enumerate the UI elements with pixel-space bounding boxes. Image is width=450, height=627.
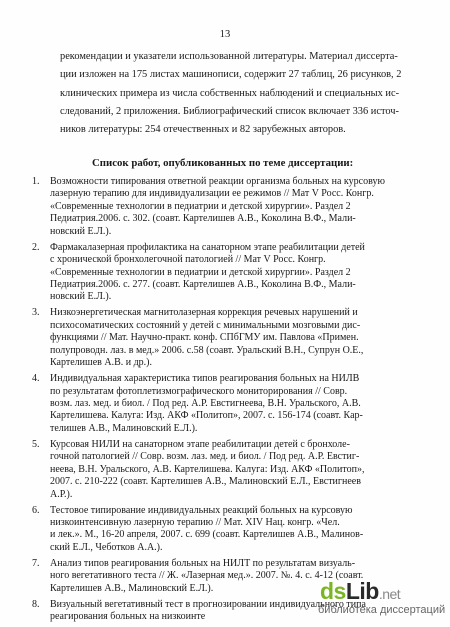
dslib-watermark bbox=[318, 578, 448, 618]
publication-number: 4. bbox=[32, 373, 40, 385]
publication-line: Педиатрия.2006. с. 302. (соавт. Картелишев А.В., Коколина В.Ф., Мали- bbox=[50, 213, 356, 225]
page-number: 13 bbox=[219, 29, 231, 40]
publication-line: полупроводн. лаз. в мед.» 2006. с.58 (соавт. Уральский В.Н., Супрун О.Е., bbox=[50, 344, 364, 356]
publication-line: 2007. с. 210-222 (соавт. Картелишев А.В., Малиновский Е.Л., Евстигнеев bbox=[50, 476, 361, 488]
publication-line: и лек.». М., 16-20 апреля, 2007. с. 699 (соавт. Картелишев А.В., Малинов- bbox=[50, 529, 364, 541]
publication-line: ский Е.Л., Чеботков А.А.). bbox=[50, 541, 163, 553]
publication-item bbox=[32, 505, 422, 555]
publication-line: Картелишев А.В. и др.). bbox=[50, 357, 153, 369]
publication-line: гочной патологией // Совр. возм. лаз. мед. и биол. / Под ред. А.Р. Евстиг- bbox=[50, 451, 360, 463]
publication-line: психосоматических состояний у детей с минимальными мозговыми дис- bbox=[50, 319, 361, 331]
publication-line: Низкоэнергетическая магнитолазерная коррекция речевых нарушений и bbox=[50, 307, 358, 319]
publication-line: неева, В.Н. Уральского, А.В. Картелишева. Калуга: Изд. АКФ «Политоп», bbox=[50, 463, 365, 475]
publication-line: Фармакалазерная профилактика на санаторном этапе реабилитации детей bbox=[50, 241, 365, 253]
intro-line: рекомендации и указатели использованной литературы. Материал диссерта- bbox=[60, 51, 398, 62]
intro-paragraph bbox=[60, 48, 428, 139]
publication-item bbox=[32, 307, 422, 369]
publication-line: по результатам фотоплетизмографического мониторирования // Совр. bbox=[50, 385, 348, 397]
publication-item bbox=[32, 373, 422, 435]
publication-line: новский Е.Л.). bbox=[50, 225, 112, 237]
publication-line: Тестовое типирование индивидуальных реакций больных на курсовую bbox=[50, 504, 353, 516]
publication-number: 1. bbox=[32, 176, 40, 187]
publication-line: Возможности типирования ответной реакции организма больных на курсовую bbox=[50, 176, 385, 187]
publication-number: 2. bbox=[32, 241, 40, 253]
publication-line: Педиатрия.2006. с. 277. (соавт. Картелишев А.В., Коколина В.Ф., Мали- bbox=[50, 278, 356, 290]
publication-number: 6. bbox=[32, 504, 40, 516]
publication-line: Картелишев А.В., Малиновский Е.Л.). bbox=[50, 582, 214, 594]
publication-line: лазерную терапию для индивидуализации ее режимов // Мат V Росс. Конгр. bbox=[50, 188, 374, 200]
publication-number: 3. bbox=[32, 307, 40, 319]
intro-line: ников литературы: 254 отечественных и 82 зарубежных авторов. bbox=[60, 124, 346, 136]
publication-line: с хронической бронхолегочной патологией // Мат V Росс. Конгр. bbox=[50, 254, 326, 266]
publication-item bbox=[32, 176, 422, 238]
intro-line: клинических примера из числа собственных наблюдений и специальных ис- bbox=[60, 87, 400, 99]
intro-line: следований, 2 приложения. Библиографический список включает 336 источ- bbox=[60, 105, 399, 117]
publication-line: новский Е.Л.). bbox=[50, 291, 112, 303]
publication-line: Визуальный вегетативный тест в прогнозировании индивидуального типа bbox=[50, 598, 366, 610]
publications-heading: Список работ, опубликованных по теме диссертации: bbox=[92, 157, 354, 169]
publication-line: низкоинтенсивную лазерную терапию // Мат. XIV Нац. конгр. «Чел. bbox=[50, 517, 340, 528]
publication-item bbox=[32, 439, 422, 501]
publication-line: ного вегетативного теста // Ж. «Лазерная мед.». 2007. №. 4. с. 4-12 (соавт. bbox=[50, 570, 364, 582]
publication-line: возм. лаз. мед. и биол. / Под ред. А.Р. Евстигнеева, В.Н. Уральского, А.В. bbox=[50, 397, 361, 409]
dslib-tagline: библиотека диссертаций bbox=[318, 604, 446, 616]
publication-line: функциями // Мат. Научно-практ. конф. СПбГМУ им. Павлова «Примен. bbox=[50, 332, 359, 344]
publication-line: «Современные технологии в педиатрии и детской хирургии». Раздел 2 bbox=[50, 266, 351, 278]
dslib-logo: dsLib.net bbox=[320, 578, 401, 604]
intro-line: ции изложен на 175 листах машинописи, содержит 27 таблиц, 26 рисунков, 2 bbox=[60, 69, 402, 81]
publication-line: «Современные технологии в педиатрии и детской хирургии». Раздел 2 bbox=[50, 200, 351, 212]
publication-number: 7. bbox=[32, 557, 40, 569]
publications-list bbox=[32, 176, 422, 627]
publication-line: Индивидуальная характеристика типов реагирования больных на НИЛВ bbox=[50, 373, 360, 385]
publication-line: Картелишева. Калуга: Изд. АКФ «Политоп», 2007. с. 156-174 (соавт. Кар- bbox=[50, 410, 363, 422]
publication-line: Анализ типов реагирования больных на НИЛТ по результатам визуаль- bbox=[50, 557, 356, 569]
publication-number: 8. bbox=[32, 598, 40, 610]
publication-line: реагирования больных на низкоинте bbox=[50, 611, 206, 623]
publication-line: Курсовая НИЛИ на санаторном этапе реабилитации детей с бронхоле- bbox=[50, 438, 350, 450]
publication-item bbox=[32, 242, 422, 304]
publication-number: 5. bbox=[32, 438, 40, 450]
publication-line: телишев А.В., Малиновский Е.Л.). bbox=[50, 422, 198, 434]
publication-line: А.Р.). bbox=[50, 488, 73, 500]
